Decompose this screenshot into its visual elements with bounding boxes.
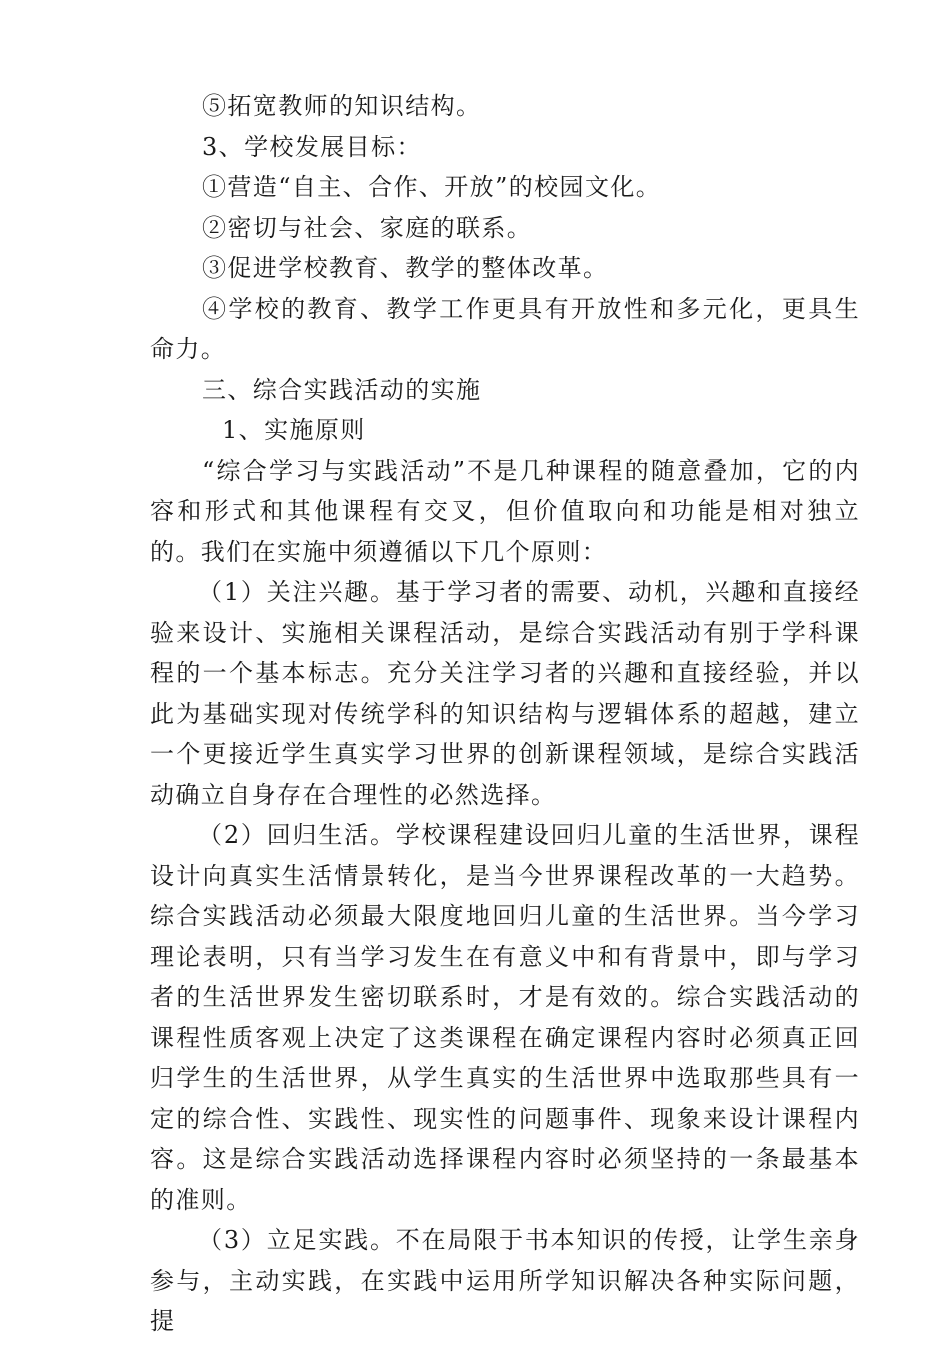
- section-heading-implementation: 三、综合实践活动的实施: [202, 375, 482, 404]
- paragraph-principle-1: （1）关注兴趣。基于学习者的需要、动机，兴趣和直接经验来设计、实施相关课程活动，是综合实践活动有别于学科课程的一个基本标志。充分关注学习者的兴趣和直接经验，并以此为基础实现对传统学科的知识结构与逻辑体系的超越，建立一个更接近学生真实学习世界的创新课程领域，是综合实践活动确立自身存在合理性的必然选择。: [150, 578, 860, 809]
- paragraph-item-4: ④学校的教育、教学工作更具有开放性和多元化，更具生命力。: [150, 294, 860, 363]
- subsection-heading-principles: 1、实施原则: [222, 416, 366, 444]
- paragraph-item-5: ⑤拓宽教师的知识结构。: [202, 92, 482, 120]
- paragraph-principle-2: （2）回归生活。学校课程建设回归儿童的生活世界，课程设计向真实生活情景转化，是当今世界课程改革的一大趋势。综合实践活动必须最大限度地回归儿童的生活世界。当今学习理论表明，只有当学习发生在有意义中和有背景中，即与学习者的生活世界发生密切联系时，才是有效的。综合实践活动的课程性质客观上决定了这类课程在确定课程内容时必须真正回归学生的生活世界，从学生真实的生活世界中选取那些具有一定的综合性、实践性、现实性的问题事件、现象来设计课程内容。这是综合实践活动选择课程内容时必须坚持的一条最基本的准则。: [150, 821, 860, 1214]
- paragraph-item-3: ③促进学校教育、教学的整体改革。: [202, 254, 609, 282]
- paragraph-item-1: ①营造“自主、合作、开放”的校园文化。: [202, 173, 662, 201]
- paragraph-heading-school-goals: 3、学校发展目标：: [202, 132, 422, 161]
- paragraph-item-2: ②密切与社会、家庭的联系。: [202, 213, 533, 242]
- paragraph-intro: “综合学习与实践活动”不是几种课程的随意叠加，它的内容和形式和其他课程有交叉，但价值取向和功能是相对独立的。我们在实施中须遵循以下几个原则：: [150, 456, 860, 566]
- paragraph-principle-3: （3）立足实践。不在局限于书本知识的传授，让学生亲身参与，主动实践，在实践中运用所学知识解决各种实际问题，提: [150, 1226, 860, 1335]
- document-page: [150, 86, 860, 1342]
